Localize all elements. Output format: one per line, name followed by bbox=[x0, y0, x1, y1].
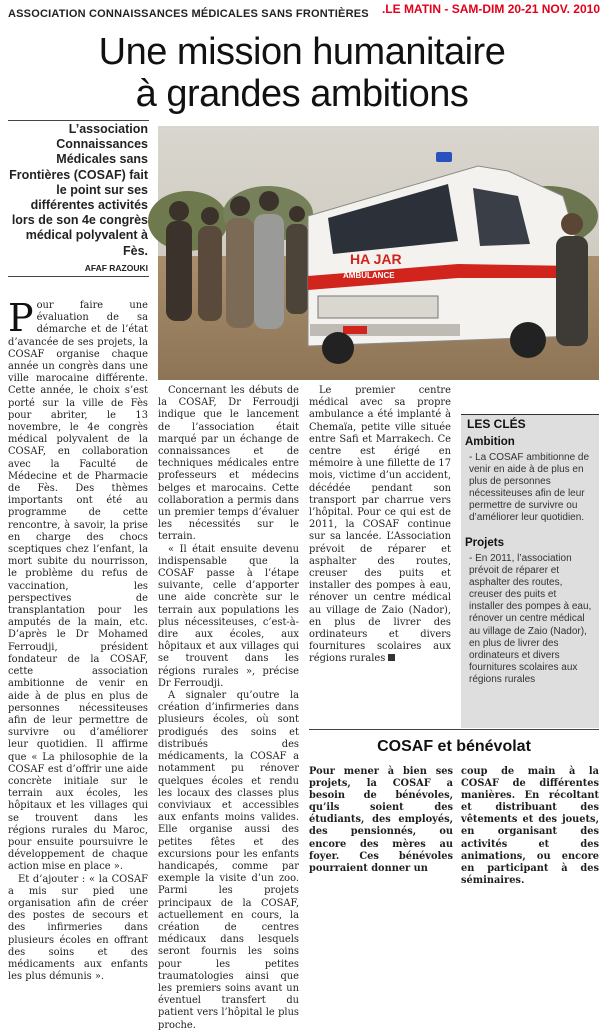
article-paragraph-1 bbox=[8, 296, 148, 874]
sidebar-text-column-2: coup de main à la COSAF de différentes manières. En récoltant et distribuant des vêtements et des jouets, en organisant des activités et des animations, ou encore en participant à des séminaires. bbox=[461, 766, 599, 886]
article-column-2 bbox=[158, 385, 299, 1031]
article-lede: L’association Connaissances Médicales sans Frontières (COSAF) fait le point sur ses différentes activités lors de son 4e congrès médical polyvalent à Fès. bbox=[9, 122, 148, 258]
article-paragraph-2: Et d’ajouter : « la COSAF a mis sur pied une organisation afin de créer des postes de secours et des infirmeries dans plusieurs écoles en offrant des soins et des médicaments aux enfants les plus démunis ». bbox=[8, 873, 148, 983]
article-column-1 bbox=[8, 296, 148, 983]
article-paragraph-5: A signaler qu’outre la création d’infirmeries dans plusieurs écoles, où sont prodigués des soins et distribués des médicaments, la COSAF a notamment pu rénover quelques écoles et rendu les locaux des classes plus conviviaux et accessibles aux enfants moins valides. Elle organise aussi des petites fêtes et des excursions pour les enfants handicapés, comme par exemple la visite d’un zoo. Parmi les projets principaux de la COSAF, actuellement en cours, la création de centres médicaux dans lesquels seront fournis les soins pour les petites traumatologies ainsi que les premiers soins avant un éventuel transfert du patient vers l’hôpital le plus proche. bbox=[158, 690, 299, 1031]
ambulance-name-text: HA JAR bbox=[350, 251, 402, 267]
article-paragraph-3: Concernant les débuts de la COSAF, Dr Ferroudji indique que le lancement de l’association était marqué par un échange de connaissances et de techniques médicales entre professeurs et médecins belges et marocains. Cette collaboration a permis dans un premier temps d’évaluer les nécessités sur le terrain. bbox=[158, 385, 299, 543]
key-facts-title: LES CLÉS bbox=[467, 417, 526, 431]
end-of-article-mark bbox=[388, 654, 395, 661]
article-paragraph-4: « Il était ensuite devenu indispensable que la COSAF passe à l’étape suivante, celle d’apporter une aide concrète sur le terrain aux populations les plus nécessiteuses, c’est-à-dire aux écoles, aux hôpitaux et aux villages qui se trouvent dans les régions rurales », précise Dr Ferroudji. bbox=[158, 543, 299, 689]
article-paragraph-6 bbox=[309, 385, 451, 666]
key-projets-heading: Projets bbox=[465, 537, 504, 549]
byline: AFAF RAZOUKI bbox=[84, 263, 148, 273]
newspaper-masthead: .LE MATIN - SAM-DIM 20-21 NOV. 2010 bbox=[381, 2, 600, 16]
sidebar-text-column-1: Pour mener à bien ses projets, la COSAF a besoin de bénévoles, qu’ils soient des étudiants, des employés, des pensionnés, ou encore des mères au foyer. Ces bénévoles pourraient donner un bbox=[309, 766, 453, 874]
key-ambition-text: - La COSAF ambitionne de venir en aide à de plus en plus de personnes nécessiteuses afin de leur permettre de survivre ou d’améliorer leur quotidien. bbox=[469, 452, 590, 524]
ambulance-label-text: AMBULANCE bbox=[343, 271, 395, 280]
paragraph-1-text: our faire une évaluation de sa démarche et de l’état d’avancée de ses projets, la COSAF organise chaque année un congrès dans une ville marocaine différente. Cette année, le choix s’est porté sur la ville de Fès pour abriter, le 13 novembre, le 4e congrès médical polyvalent de la COSAF, en collaboration avec la Faculté de Médecine et de Pharmacie de Fès. Des thèmes importants ont été au programme de cette rencontre, à savoir, la prise en charge des chocs sceptiques chez l’enfant, la mort subite du nourrisson, le problème du refus de vaccination, les perspectives de transplantation pour les amputés de la main, etc. D’après le Dr Mohamed Ferroudji, président fondateur de la COSAF, cette association ambitionne de venir en aide à de plus en plus de personnes nécessiteuses afin de leur permettre de survivre ou d’améliorer leur quotidien. Il affirme que « La philosophie de la COSAF est d’offrir une aide concrète initiale sur le terrain aux écoles, les hôpitaux et les villages qui se trouvent dans les régions rurales du Maroc, pour ensuite poursuivre le développement de chaque action mise en place ». bbox=[8, 300, 148, 873]
key-projets-text: - En 2011, l’association prévoit de réparer et asphalter des routes, creuser des puits et installer des pompes à eau, rénover un centre médical au village de Zaio (Nador), en plus de livrer des ordinateurs et divers fournitures scolaires aux régions rurales bbox=[469, 553, 592, 685]
lede-top-rule bbox=[8, 120, 149, 121]
sidebar-title: COSAF et bénévolat bbox=[377, 738, 531, 755]
article-kicker: ASSOCIATION CONNAISSANCES MÉDICALES SANS FRONTIÈRES bbox=[8, 8, 369, 20]
article-column-3 bbox=[309, 385, 451, 720]
key-facts-top-rule bbox=[461, 414, 599, 415]
headline-line-1: Une mission humanitaire bbox=[98, 31, 506, 73]
byline-rule bbox=[8, 276, 149, 277]
key-ambition-heading: Ambition bbox=[465, 436, 515, 448]
drop-cap: P bbox=[8, 296, 34, 340]
headline-line-2: à grandes ambitions bbox=[135, 73, 469, 115]
article-photo bbox=[158, 126, 599, 380]
paragraph-6-text: Le premier centre médical avec sa propre ambulance a été implanté à Chemaïa, petite ville située entre Safi et Marrakech. Ce centre est érigé en mémoire à une fillette de 17 mois, victime d’un accident, décédée pendant son transport par charrue vers l’hôpital. Pour ce qui est de 2011, la COSAF continue sur sa lancée. L’Association prévoit de réparer et asphalter des routes, creuser des puits et installer des pompes à eau, rénover un centre médical au village de Zaio (Nador), en plus de livrer des ordinateurs et divers fournitures scolaires aux régions rurales bbox=[309, 385, 451, 665]
sidebar-top-rule bbox=[309, 729, 599, 730]
ambulance-photo-illustration bbox=[158, 126, 599, 380]
